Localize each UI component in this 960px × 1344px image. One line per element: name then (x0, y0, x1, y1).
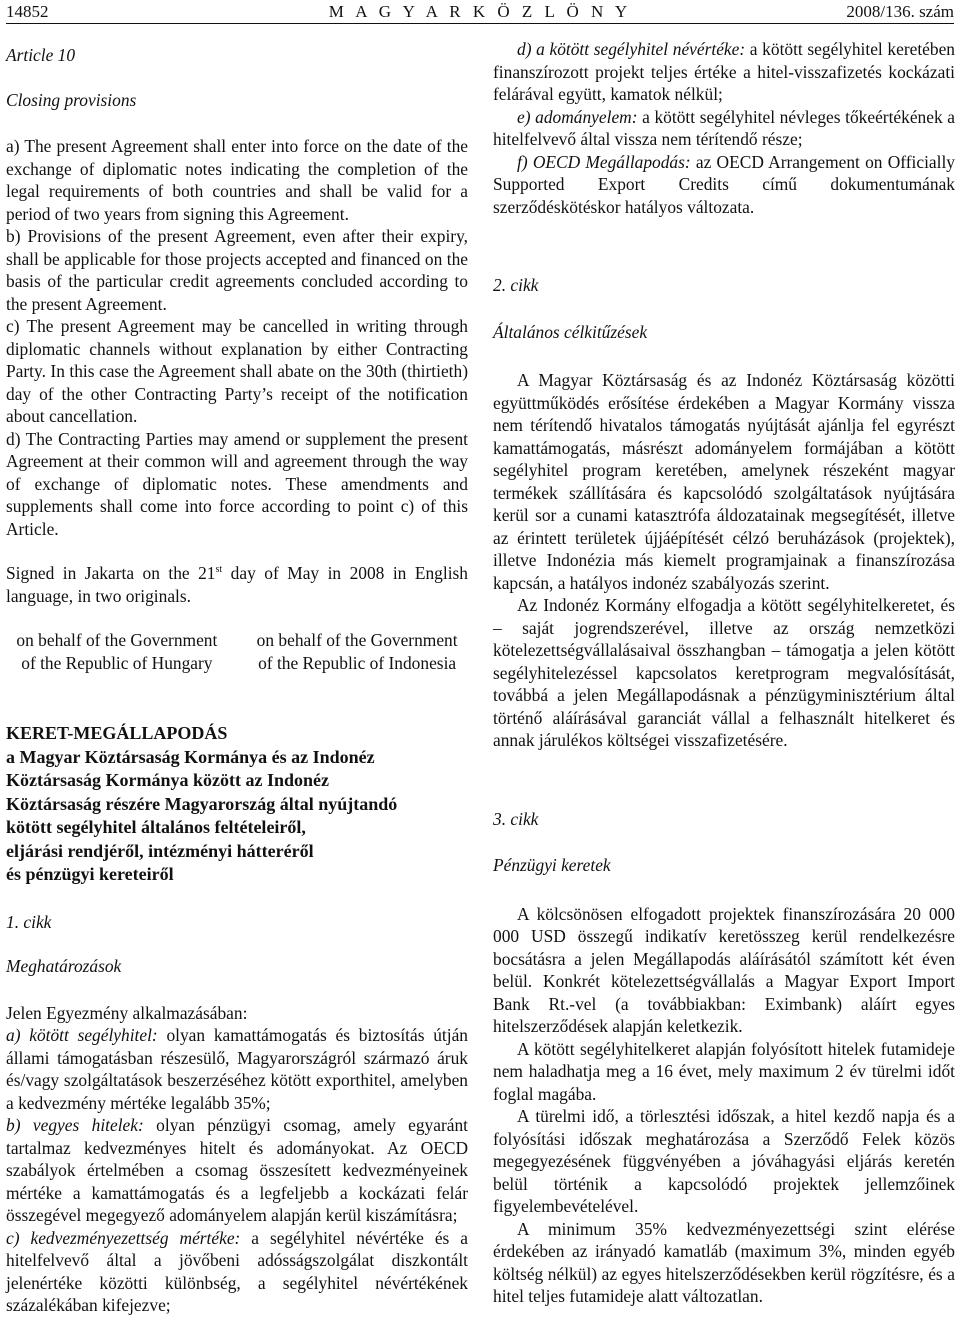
definitions-intro: Jelen Egyezmény alkalmazásában: (6, 1002, 248, 1023)
section-2-paragraph-1: A Magyar Köztársaság és az Indonéz Köztársaság közötti együttműködés erősítése érdekében a Magyar Kormány vissza nem térítendő hivatalos támogatás nyújtását ajánlja fel egyrészt kamattámogatás, másrészt adományelem formájában a kötött segélyhitel program keretében, amelynek részeként magyar termékek szállítására és kapcsolódó szolgáltatások nyújtására kerül sor a cunami katasztrófa áldozatainak megsegítését, illetve az érintett területek újjáépítését célzó beruházások (projektek), illetve Indonézia más kiemelt programjainak a finanszírozása kapcsán, a hatályos indonéz szabályozás szerint. (493, 370, 955, 593)
publication-title: M A G Y A R K Ö Z L Ö N Y (328, 2, 632, 21)
signature-indonesia: on behalf of the Government of the Republic of Indonesia (256, 630, 458, 673)
definition-b: b) vegyes hitelek: olyan pénzügyi csomag, amely egyaránt tartalmaz kedvezményes hitelt és adományokat. Az OECD szabályok értelmében a csomag összesített kedvezményeinek mértéke a kamattámogatás és a legfeljebb a kockázati felár összegével megegyező adományelem alapján kerül kiszámításra; (6, 1115, 468, 1225)
paragraph-b: b) Provisions of the present Agreement, even after their expiry, shall be applicable for those projects accepted and financed on the basis of the particular credit agreements concluded according to the present Agreement. (6, 226, 468, 314)
page-number: 14852 (6, 2, 49, 21)
section-3-heading: 3. cikk (493, 808, 539, 829)
section-2-heading: 2. cikk (493, 275, 539, 295)
definition-d: d) a kötött segélyhitel névértéke: a kötött segélyhitel keretében finanszírozott projekt teljes értéke a hitel-visszafizetés kockázati felárával együtt, kamatok nélkül; (493, 39, 955, 104)
page-header (6, 0, 954, 24)
section-2-paragraph-2: Az Indonéz Kormány elfogadja a kötött segélyhitelkeretet, és – saját jogrendszerével, illetve az ország nemzetközi kötelezettségvállalásaival összhangban – támogatja a jelen kötött segélyhitelezéssel kapcsolatos keretprogram megvalósítását, továbbá a jelen Megállapodásnak a pénzügyminisztérium által történő aláírásával garanciát vállal a felhasznált hitelkeret és annak járulékos költségei visszafizetésére. (493, 595, 955, 750)
definition-e: e) adományelem: a kötött segélyhitel névleges tőkeértékének a hitelfelvevő által vissza nem térítendő része; (493, 106, 955, 149)
issue-number: 2008/136. szám (846, 2, 954, 21)
definition-f: f) OECD Megállapodás: az OECD Arrangement on Officially Supported Export Credits című dokumentumának szerződéskötéskor hatályos változata. (493, 151, 955, 217)
paragraph-a: a) The present Agreement shall enter into force on the date of the exchange of diplomatic notes indicating the completion of the legal requirements of both countries and shall be valid for a period of two years from signing this Agreement. (6, 136, 468, 224)
article-title: Closing provisions (6, 89, 137, 110)
definition-a: a) kötött segélyhitel: olyan kamattámogatás és biztosítás útján állami támogatásban részesülő, Magyarországról származó áruk és/vagy szolgáltatások beszerzéséhez kötött exporthitel, amelyben a kedvezmény mértéke legalább 35%; (6, 1025, 468, 1113)
header-rule (6, 23, 954, 24)
section-2-title: Általános célkitűzések (493, 321, 648, 342)
signed-statement: Signed in Jakarta on the 21st day of May in 2008 in English language, in two originals. (6, 563, 468, 606)
section-1-heading: 1. cikk (6, 911, 52, 932)
definition-c: c) kedvezményezettség mértéke: a segélyhitel névértéke és a hitelfelvevő által a jövőbeni adósságszolgálat diszkontált jelenértéke közötti különbség, a segélyhitel névértékének százalékában kifejezve; (6, 1227, 468, 1315)
left-column (6, 36, 468, 1317)
article-heading: Article 10 (6, 45, 76, 65)
section-3-paragraph-2: A kötött segélyhitelkeret alapján folyósított hitelek futamideje nem haladhatja meg a 16 évet, mely maximum 2 év türelmi időt foglal magába. (493, 1038, 955, 1104)
section-3-title: Pénzügyi keretek (493, 855, 611, 875)
section-3-paragraph-4: A minimum 35% kedvezményezettségi szint elérése érdekében az irányadó kamatláb (maximum 3%, minden egyéb költség nélkül) az egyes hitelszerződésekben kerül rögzítésre, és a hitel teljes futamideje alatt változatlan. (493, 1218, 955, 1306)
right-column (493, 36, 955, 1308)
agreement-title: KERET-MEGÁLLAPODÁS a Magyar Köztársaság Kormánya és az Indonéz Köztársaság Kormánya között az Indonéz Köztársaság részére Magyarország által nyújtandó kötött segélyhitel általános feltételeiről, eljárási rendjéről, intézményi hátteréről és pénzügyi kereteiről (6, 723, 398, 884)
paragraph-d: d) The Contracting Parties may amend or supplement the present Agreement at their common will and agreement through the way of exchange of diplomatic notes. These amendments and supplements shall come into force according to point c) of this Article. (6, 428, 468, 539)
section-3-paragraph-3: A türelmi idő, a törlesztési időszak, a hitel kezdő napja és a folyósítási időszak meghatározása a Szerződő Felek közös megegyezésének függvényében a jóváhagyási eljárás keretén belül történik a kapcsolódó projektek jellemzőinek figyelembevételével. (493, 1106, 955, 1216)
paragraph-c: c) The present Agreement may be cancelled in writing through diplomatic channels without explanation by either Contracting Party. In this case the Agreement shall abate on the 30th (thirtieth) day of the other Contracting Party’s receipt of the notification about cancellation. (6, 316, 468, 426)
signature-block (6, 629, 468, 674)
section-1-title: Meghatározások (6, 956, 122, 976)
signature-hungary: on behalf of the Government of the Republic of Hungary (16, 630, 218, 673)
section-3-paragraph-1: A kölcsönösen elfogadott projektek finanszírozására 20 000 000 USD összegű indikatív keretösszeg kerül rendelkezésre bocsátásra a jelen Megállapodás aláírásától számított két éven belül. Konkrét kötelezettségvállalás a Magyar Export Import Bank Rt.-vel (a továbbiakban: Eximbank) aláírt egyes hitelszerződések alapján keletkezik. (493, 903, 955, 1036)
